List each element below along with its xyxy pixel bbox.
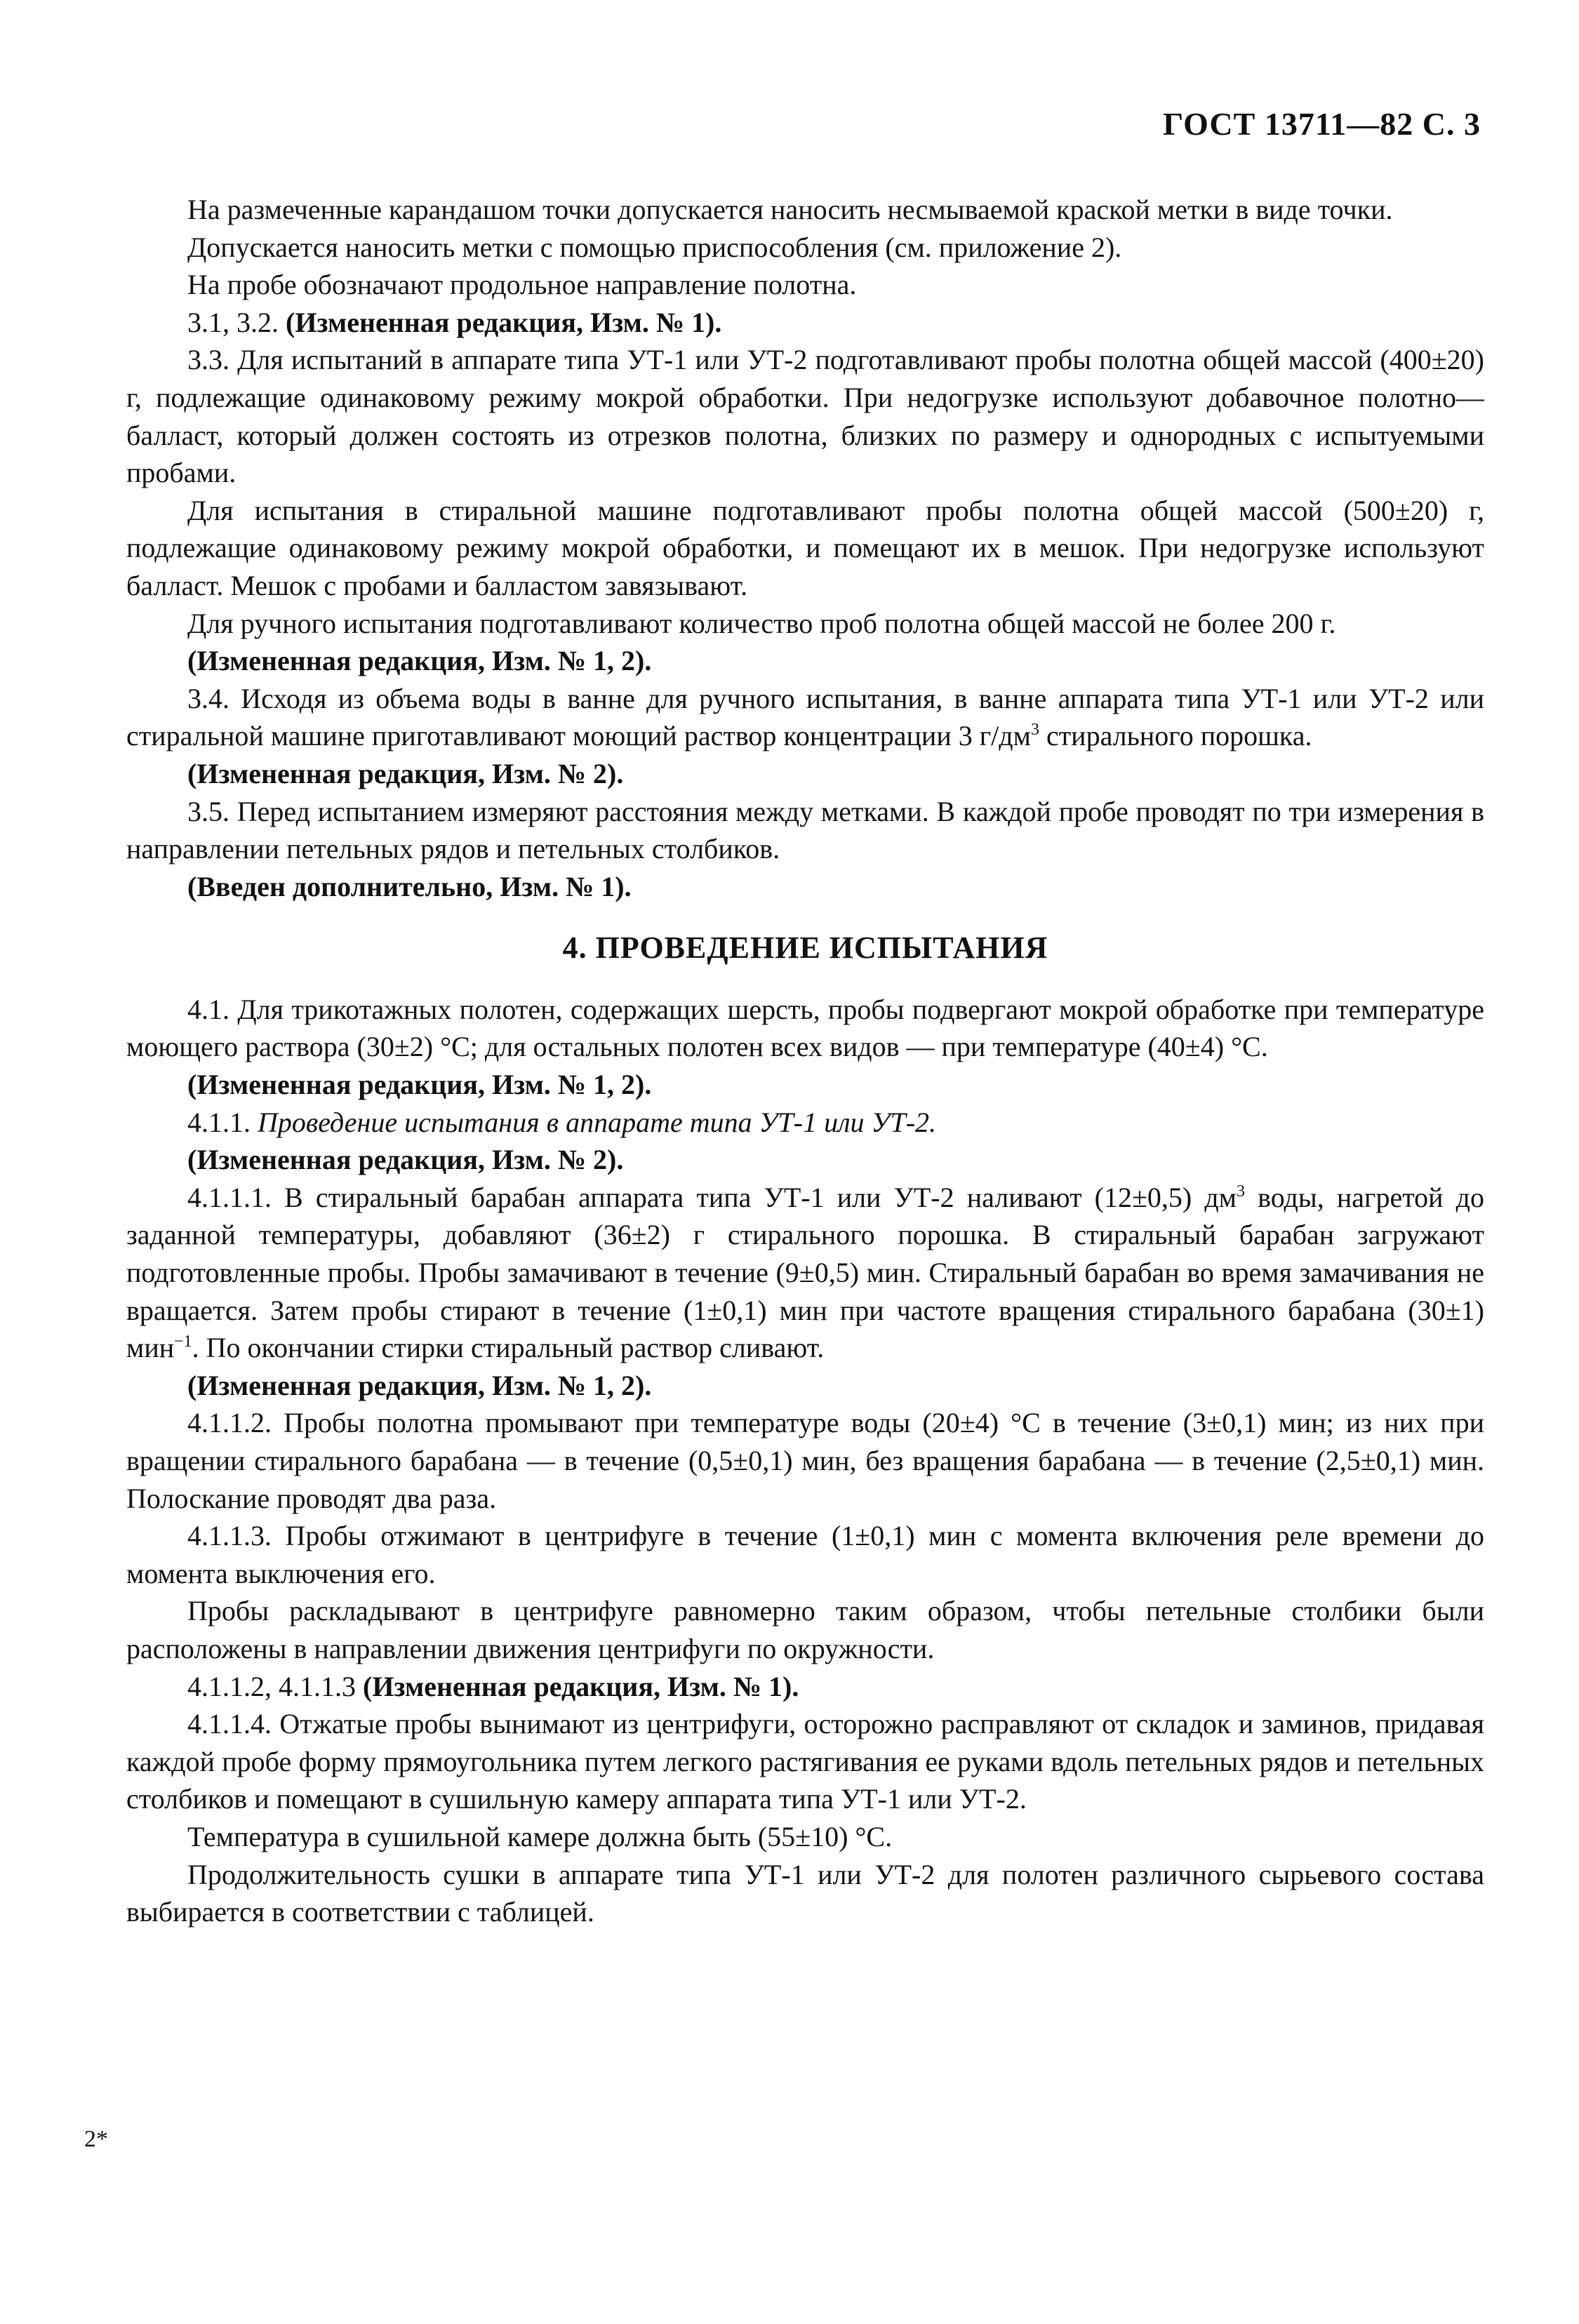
amendment-note: (Измененная редакция, Изм. № 2).	[187, 757, 624, 789]
paragraph: 3.3. Для испытаний в аппарате типа УТ-1 или УТ-2 подготавливают пробы полотна общей массой (400±20) г, подлежащие одинаковому режиму мокрой обработки. При недогрузке используют добавочное полотно—балласт, который должен состоять из отрезков полотна, близких по размеру и однородных с испытуемыми пробами.	[126, 344, 1484, 489]
amendment-note: (Введен дополнительно, Изм. № 1).	[187, 870, 632, 902]
subsection-heading: Проведение испытания в аппарате типа УТ-1 или УТ-2.	[258, 1106, 937, 1138]
paragraph: 3.5. Перед испытанием измеряют расстояния между метками. В каждой пробе проводят по три измерения в направлении петельных рядов и петельных столбиков.	[126, 795, 1484, 865]
document-body	[126, 191, 1484, 1931]
paragraph: Для испытания в стиральной машине подготавливают пробы полотна общей массой (500±20) г, подлежащие одинаковому режиму мокрой обработки, и помещают их в мешок. При недогрузке используют балласт. Мешок с пробами и балластом завязывают.	[126, 494, 1484, 601]
page-footer-mark: 2*	[84, 2126, 108, 2152]
paragraph-text: 4.1.1.1. В стиральный барабан аппарата типа УТ-1 или УТ-2 наливают (12±0,5) дм	[187, 1181, 1237, 1213]
amendment-note: (Измененная редакция, Изм. № 1, 2).	[187, 1069, 652, 1101]
paragraph-text: стирального порошка.	[1039, 720, 1312, 752]
paragraph: 4.1. Для трикотажных полотен, содержащих шерсть, пробы подвергают мокрой обработке при температуре моющего раствора (30±2) °С; для остальных полотен всех видов — при температуре (40±4) °С.	[126, 993, 1484, 1063]
clause-number: 3.1, 3.2.	[187, 306, 279, 338]
paragraph: 4.1.1.4. Отжатые пробы вынимают из центрифуги, осторожно расправляют от складок и заминов, придавая каждой пробе форму прямоугольника путем легкого растягивания ее руками вдоль петельных рядов и петельных столбиков и помещают в сушильную камеру аппарата типа УТ-1 или УТ-2.	[126, 1708, 1484, 1815]
clause-number: 4.1.1.	[187, 1106, 251, 1138]
paragraph: На пробе обозначают продольное направление полотна.	[187, 269, 857, 301]
amendment-note: (Измененная редакция, Изм. № 1, 2).	[187, 645, 652, 677]
paragraph: 4.1.1.3. Пробы отжимают в центрифуге в течение (1±0,1) мин с момента включения реле времени до момента выключения его.	[126, 1520, 1484, 1589]
paragraph-text: воды, нагретой до заданной температуры, добавляют (36±2) г стирального порошка. В стиральный барабан загружают подготовленные пробы. Пробы замачивают в течение (9±0,5) мин. Стиральный барабан во время замачивания не вращается. Затем пробы стирают в течение (1±0,1) мин при частоте вращения стирального барабана (30±1) мин	[126, 1181, 1484, 1364]
superscript: 3	[1030, 721, 1039, 740]
page-header: ГОСТ 13711—82 С. 3	[1162, 106, 1481, 142]
section-title: 4. ПРОВЕДЕНИЕ ИСПЫТАНИЯ	[562, 930, 1048, 966]
paragraph: На размеченные карандашом точки допускается наносить несмываемой краской метки в виде точки.	[187, 194, 1393, 225]
amendment-note: (Измененная редакция, Изм. № 2).	[187, 1144, 624, 1176]
paragraph: 4.1.1.2. Пробы полотна промывают при температуре воды (20±4) °С в течение (3±0,1) мин; из них при вращении стирального барабана — в течение (0,5±0,1) мин, без вращения барабана — в течение (2,5±0,1) мин. Полоскание проводят два раза.	[126, 1407, 1484, 1514]
clause-number: 4.1.1.2, 4.1.1.3	[187, 1670, 356, 1702]
paragraph	[126, 680, 1484, 755]
amendment-note: (Измененная редакция, Изм. № 1, 2).	[187, 1369, 652, 1401]
paragraph	[126, 1104, 1484, 1142]
superscript: 3	[1237, 1182, 1245, 1201]
paragraph	[126, 304, 1484, 342]
paragraph: Допускается наносить метки с помощью приспособления (см. приложение 2).	[187, 231, 1122, 263]
amendment-note: (Измененная редакция, Изм. № 1).	[363, 1670, 799, 1702]
superscript: −1	[174, 1333, 192, 1351]
paragraph: Для ручного испытания подготавливают количество проб полотна общей массой не более 200 г.	[187, 607, 1336, 639]
paragraph-text: . По окончании стирки стиральный раствор сливают.	[192, 1332, 825, 1364]
paragraph	[126, 1668, 1484, 1706]
paragraph: Пробы раскладывают в центрифуге равномерно таким образом, чтобы петельные столбики были расположены в направлении движения центрифуги по окружности.	[126, 1595, 1484, 1664]
paragraph: Продолжительность сушки в аппарате типа УТ-1 или УТ-2 для полотен различного сырьевого состава выбирается в соответствии с таблицей.	[126, 1858, 1484, 1928]
paragraph-text: 3.4. Исходя из объема воды в ванне для ручного испытания, в ванне аппарата типа УТ-1 или УТ-2 или стиральной машине приготавливают моющий раствор концентрации 3 г/дм	[126, 682, 1484, 752]
amendment-note: (Измененная редакция, Изм. № 1).	[286, 306, 722, 338]
paragraph	[126, 1179, 1484, 1367]
paragraph: Температура в сушильной камере должна быть (55±10) °С.	[187, 1820, 893, 1852]
